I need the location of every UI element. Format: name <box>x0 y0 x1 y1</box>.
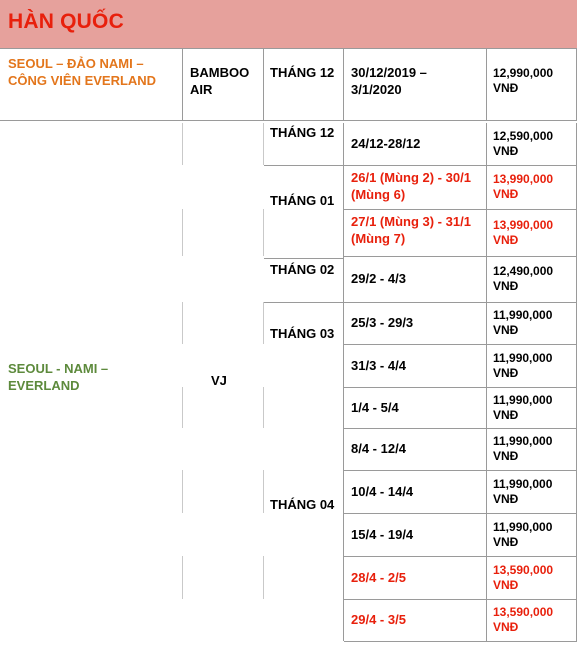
date-cell <box>351 135 479 152</box>
route-label: SEOUL - NAMI – EVERLAND <box>8 361 109 393</box>
divider <box>486 48 487 120</box>
divider <box>344 599 577 600</box>
month-label: THÁNG 03 <box>270 326 335 341</box>
price-label: 11,990,000 VNĐ <box>493 308 553 337</box>
page-title: HÀN QUỐC <box>8 10 124 33</box>
divider <box>344 256 577 257</box>
divider <box>344 428 577 429</box>
date-cell <box>351 213 479 247</box>
divider <box>344 165 577 166</box>
divider <box>344 641 577 642</box>
price-label: 11,990,000 VNĐ <box>493 434 553 463</box>
divider <box>263 470 264 513</box>
price-cell <box>493 434 573 464</box>
price-cell <box>493 66 573 96</box>
divider <box>486 344 487 387</box>
divider <box>263 209 264 256</box>
divider <box>344 209 577 210</box>
date-label: 27/1 (Mùng 3) - 31/1 (Mùng 7) <box>351 214 471 246</box>
price-label: 11,990,000 VNĐ <box>493 476 553 506</box>
divider <box>182 48 183 120</box>
date-label: 25/3 - 29/3 <box>351 315 414 330</box>
divider <box>343 302 344 344</box>
divider <box>344 513 577 514</box>
divider <box>486 513 487 556</box>
divider <box>264 165 344 166</box>
month-label: THÁNG 04 <box>270 497 335 512</box>
date-label: 28/4 - 2/5 <box>351 569 406 585</box>
date-label: 30/12/2019 – 3/1/2020 <box>351 65 427 97</box>
divider <box>182 302 183 344</box>
price-cell <box>493 477 573 507</box>
price-cell <box>493 563 573 593</box>
date-cell <box>351 270 479 287</box>
date-label: 24/12-28/12 <box>351 136 421 151</box>
divider <box>344 470 577 471</box>
date-cell <box>351 483 479 500</box>
date-cell <box>351 169 479 203</box>
divider <box>0 120 577 121</box>
price-label: 11,990,000 VNĐ <box>493 392 553 422</box>
month-label: THÁNG 12 <box>270 125 335 140</box>
price-cell <box>493 172 573 202</box>
divider <box>343 123 344 165</box>
date-cell <box>351 399 479 416</box>
divider <box>343 256 344 302</box>
divider <box>182 123 183 165</box>
divider <box>343 48 344 120</box>
date-cell <box>351 569 479 586</box>
date-label: 26/1 (Mùng 2) - 30/1 (Mùng 6) <box>351 170 471 202</box>
date-cell <box>351 611 479 628</box>
price-label: 11,990,000 VNĐ <box>493 350 553 380</box>
month-cell <box>270 124 336 141</box>
price-cell <box>493 520 573 550</box>
divider <box>343 344 344 387</box>
airline-cell <box>211 372 251 389</box>
divider <box>486 599 487 641</box>
date-cell <box>351 314 479 331</box>
date-label: 31/3 - 4/4 <box>351 357 406 373</box>
divider <box>343 599 344 641</box>
price-cell <box>493 218 573 248</box>
divider <box>486 470 487 513</box>
price-cell <box>493 393 573 423</box>
date-label: 15/4 - 19/4 <box>351 526 414 542</box>
price-cell <box>493 351 573 381</box>
divider <box>343 513 344 556</box>
divider <box>343 209 344 256</box>
divider <box>486 256 487 302</box>
divider <box>343 470 344 513</box>
price-label: 12,990,000 VNĐ <box>493 66 554 95</box>
divider <box>486 428 487 470</box>
divider <box>263 556 264 599</box>
month-cell <box>270 192 336 209</box>
date-cell <box>351 64 475 98</box>
divider <box>344 344 577 345</box>
price-cell <box>493 308 573 338</box>
month-label: THÁNG 12 <box>270 65 335 80</box>
price-label: 13,590,000 VNĐ <box>493 605 554 634</box>
divider <box>344 556 577 557</box>
divider <box>343 387 344 428</box>
divider <box>263 48 264 120</box>
date-cell <box>351 526 479 543</box>
divider <box>263 123 264 165</box>
price-cell <box>493 264 573 294</box>
date-label: 29/2 - 4/3 <box>351 271 406 286</box>
divider <box>0 48 577 49</box>
route-cell <box>8 55 180 89</box>
divider <box>344 387 577 388</box>
price-label: 13,990,000 VNĐ <box>493 172 554 201</box>
divider <box>486 556 487 599</box>
month-label: THÁNG 02 <box>270 262 335 277</box>
divider <box>182 209 183 256</box>
date-label: 8/4 - 12/4 <box>351 441 406 456</box>
month-cell <box>270 325 336 342</box>
divider <box>486 302 487 344</box>
divider <box>264 302 344 303</box>
divider <box>344 302 577 303</box>
price-cell <box>493 129 573 159</box>
divider <box>263 302 264 344</box>
date-label: 10/4 - 14/4 <box>351 483 414 499</box>
divider <box>486 209 487 256</box>
month-label: THÁNG 01 <box>270 193 335 208</box>
price-label: 13,990,000 VNĐ <box>493 217 554 247</box>
date-label: 1/4 - 5/4 <box>351 399 399 415</box>
airline-label: VJ <box>211 373 227 388</box>
date-cell <box>351 440 479 457</box>
date-cell <box>351 357 479 374</box>
divider <box>343 428 344 470</box>
divider <box>182 387 183 428</box>
price-label: 12,590,000 VNĐ <box>493 129 554 158</box>
divider <box>486 123 487 165</box>
month-cell <box>270 261 336 278</box>
divider <box>343 165 344 209</box>
divider <box>486 387 487 428</box>
divider <box>486 165 487 209</box>
divider <box>264 258 344 259</box>
price-label: 13,590,000 VNĐ <box>493 562 554 592</box>
date-label: 29/4 - 3/5 <box>351 612 406 627</box>
divider <box>182 556 183 599</box>
route-cell <box>8 360 176 394</box>
month-cell <box>270 64 336 81</box>
price-label: 12,490,000 VNĐ <box>493 264 554 293</box>
divider <box>182 470 183 513</box>
divider <box>263 387 264 428</box>
airline-cell <box>190 64 262 98</box>
price-cell <box>493 605 573 635</box>
title-banner <box>0 0 577 48</box>
divider <box>343 556 344 599</box>
price-label: 11,990,000 VNĐ <box>493 519 553 549</box>
airline-label: BAMBOO AIR <box>190 65 250 97</box>
route-label: SEOUL – ĐẢO NAMI – CÔNG VIÊN EVERLAND <box>8 56 157 88</box>
month-cell <box>270 496 336 513</box>
